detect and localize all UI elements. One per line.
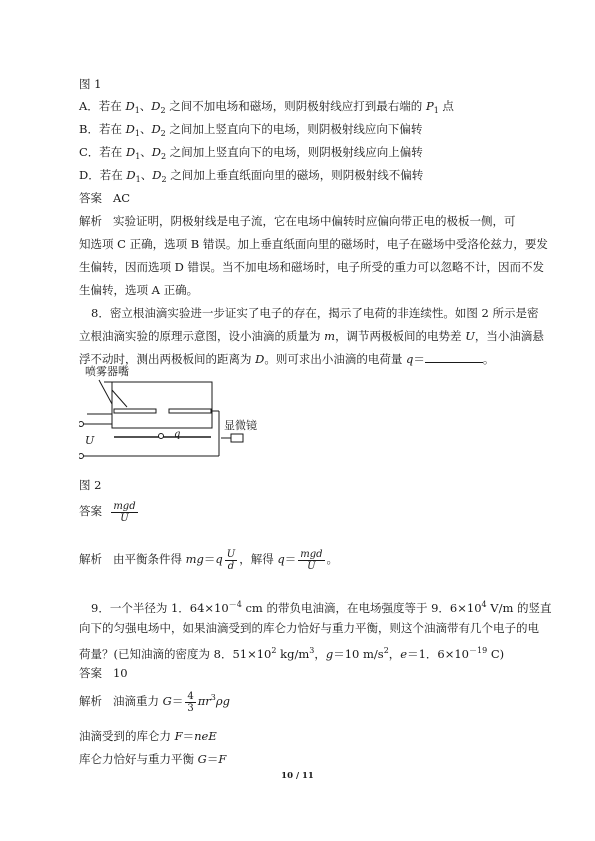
voltage-label: U — [85, 434, 95, 447]
q9-analysis-line-1: 解析 油滴重力 G＝ $\frac{4}{3}$ $\pi r^3\rho g$ — [79, 690, 230, 714]
chamber-box — [112, 382, 212, 428]
q9-line-1: 9．一个半径为 1．$64\times 10^{-4}$ cm 的带负电油滴，在电场强度等于 9．$6\times 10^4$ V/m 的竖直 — [91, 600, 552, 615]
q9-analysis-line-3: 库仑力恰好与重力平衡 G＝F — [79, 752, 227, 766]
page-number: 10 / 11 — [281, 771, 314, 781]
charge-label: q — [174, 429, 181, 440]
fraction-mgd-over-u: $\frac{\text{mgd}}{U}$ — [300, 548, 323, 572]
q8-answer: 答案 $\frac{\text{mgd}}{U}$ — [79, 500, 136, 524]
sprayer-nozzle — [112, 390, 127, 407]
option-d: D．若在 $D_1$、$D_2$ 之间加上垂直纸面向里的磁场，则阴极射线不偏转 — [79, 168, 424, 184]
q7-analysis-line-3: 生偏转，因而选项 D 错误。当不加电场和磁场时，电子所受的重力可以忽略不计，因而不发 — [79, 260, 545, 274]
fraction-four-thirds: $\frac{4}{3}$ — [187, 690, 194, 714]
upper-plate-left — [114, 409, 156, 413]
q7-analysis-line-2: 知选项 C 正确，选项 B 错误。加上垂直纸面向里的磁场时，电子在磁场中受洛伦兹力，要发 — [79, 237, 548, 251]
answer-blank — [425, 352, 483, 363]
q8-line-3: 浮不动时，测出两极板间的距离为 D。则可求出小油滴的电荷量 q＝ 。 — [79, 352, 495, 366]
figure-1-caption: 图 1 — [79, 77, 102, 91]
q9-line-3: 荷量？(已知油滴的密度为 8．$51\times 10^2$ $kg/m^3$，g＝10 $m/s^2$，e＝1．$6\times 10^{-19}$ C) — [79, 646, 505, 661]
microscope-label: 显微镜 — [224, 420, 257, 432]
microscope-eyepiece — [231, 434, 243, 442]
q7-analysis-line-1: 解析 实验证明，阴极射线是电子流，它在电场中偏转时应偏向带正电的极板一侧，可 — [79, 214, 516, 228]
option-b: B．若在 $D_1$、$D_2$ 之间加上竖直向下的电场，则阴极射线应向下偏转 — [79, 122, 423, 138]
terminal-top — [79, 422, 84, 427]
terminal-bottom — [79, 454, 84, 459]
upper-plate-right — [169, 409, 211, 413]
figure-2-caption: 图 2 — [79, 478, 102, 492]
oil-drop — [159, 434, 164, 439]
millikan-apparatus-diagram — [79, 362, 279, 462]
q8-line-2: 立根油滴实验的原理示意图，设小油滴的质量为 m，调节两极板间的电势差 U，当小油滴悬 — [79, 329, 544, 343]
q8-analysis: 解析 由平衡条件得 mg＝q $\frac{U}{d}$ ，解得 q＝ $\frac{\text{mgd}}{U}$ 。 — [79, 548, 339, 572]
q7-answer: 答案 AC — [79, 191, 131, 205]
fraction-u-over-d: $\frac{U}{d}$ — [226, 548, 236, 572]
q9-analysis-line-2: 油滴受到的库仑力 F＝neE — [79, 729, 217, 743]
sprayer-label: 喷雾器嘴 — [85, 366, 129, 378]
q9-answer: 答案 10 — [79, 666, 128, 680]
q9-line-2: 向下的匀强电场中，如果油滴受到的库仑力恰好与重力平衡，则这个油滴带有几个电子的电 — [79, 621, 539, 635]
q7-analysis-line-4: 生偏转，选项 A 正确。 — [79, 283, 199, 297]
option-a: A．若在 $D_1$、$D_2$ 之间不加电场和磁场，则阴极射线应打到最右端的 $P_1$ 点 — [79, 99, 454, 115]
answer-fraction: $\frac{\text{mgd}}{U}$ — [113, 500, 136, 524]
option-c: C．若在 $D_1$、$D_2$ 之间加上竖直向下的电场，则阴极射线应向上偏转 — [79, 145, 423, 161]
sprayer-pointer-left — [99, 380, 112, 404]
q8-line-1: 8．密立根油滴实验进一步证实了电子的存在，揭示了电荷的非连续性。如图 2 所示是密 — [91, 306, 539, 320]
